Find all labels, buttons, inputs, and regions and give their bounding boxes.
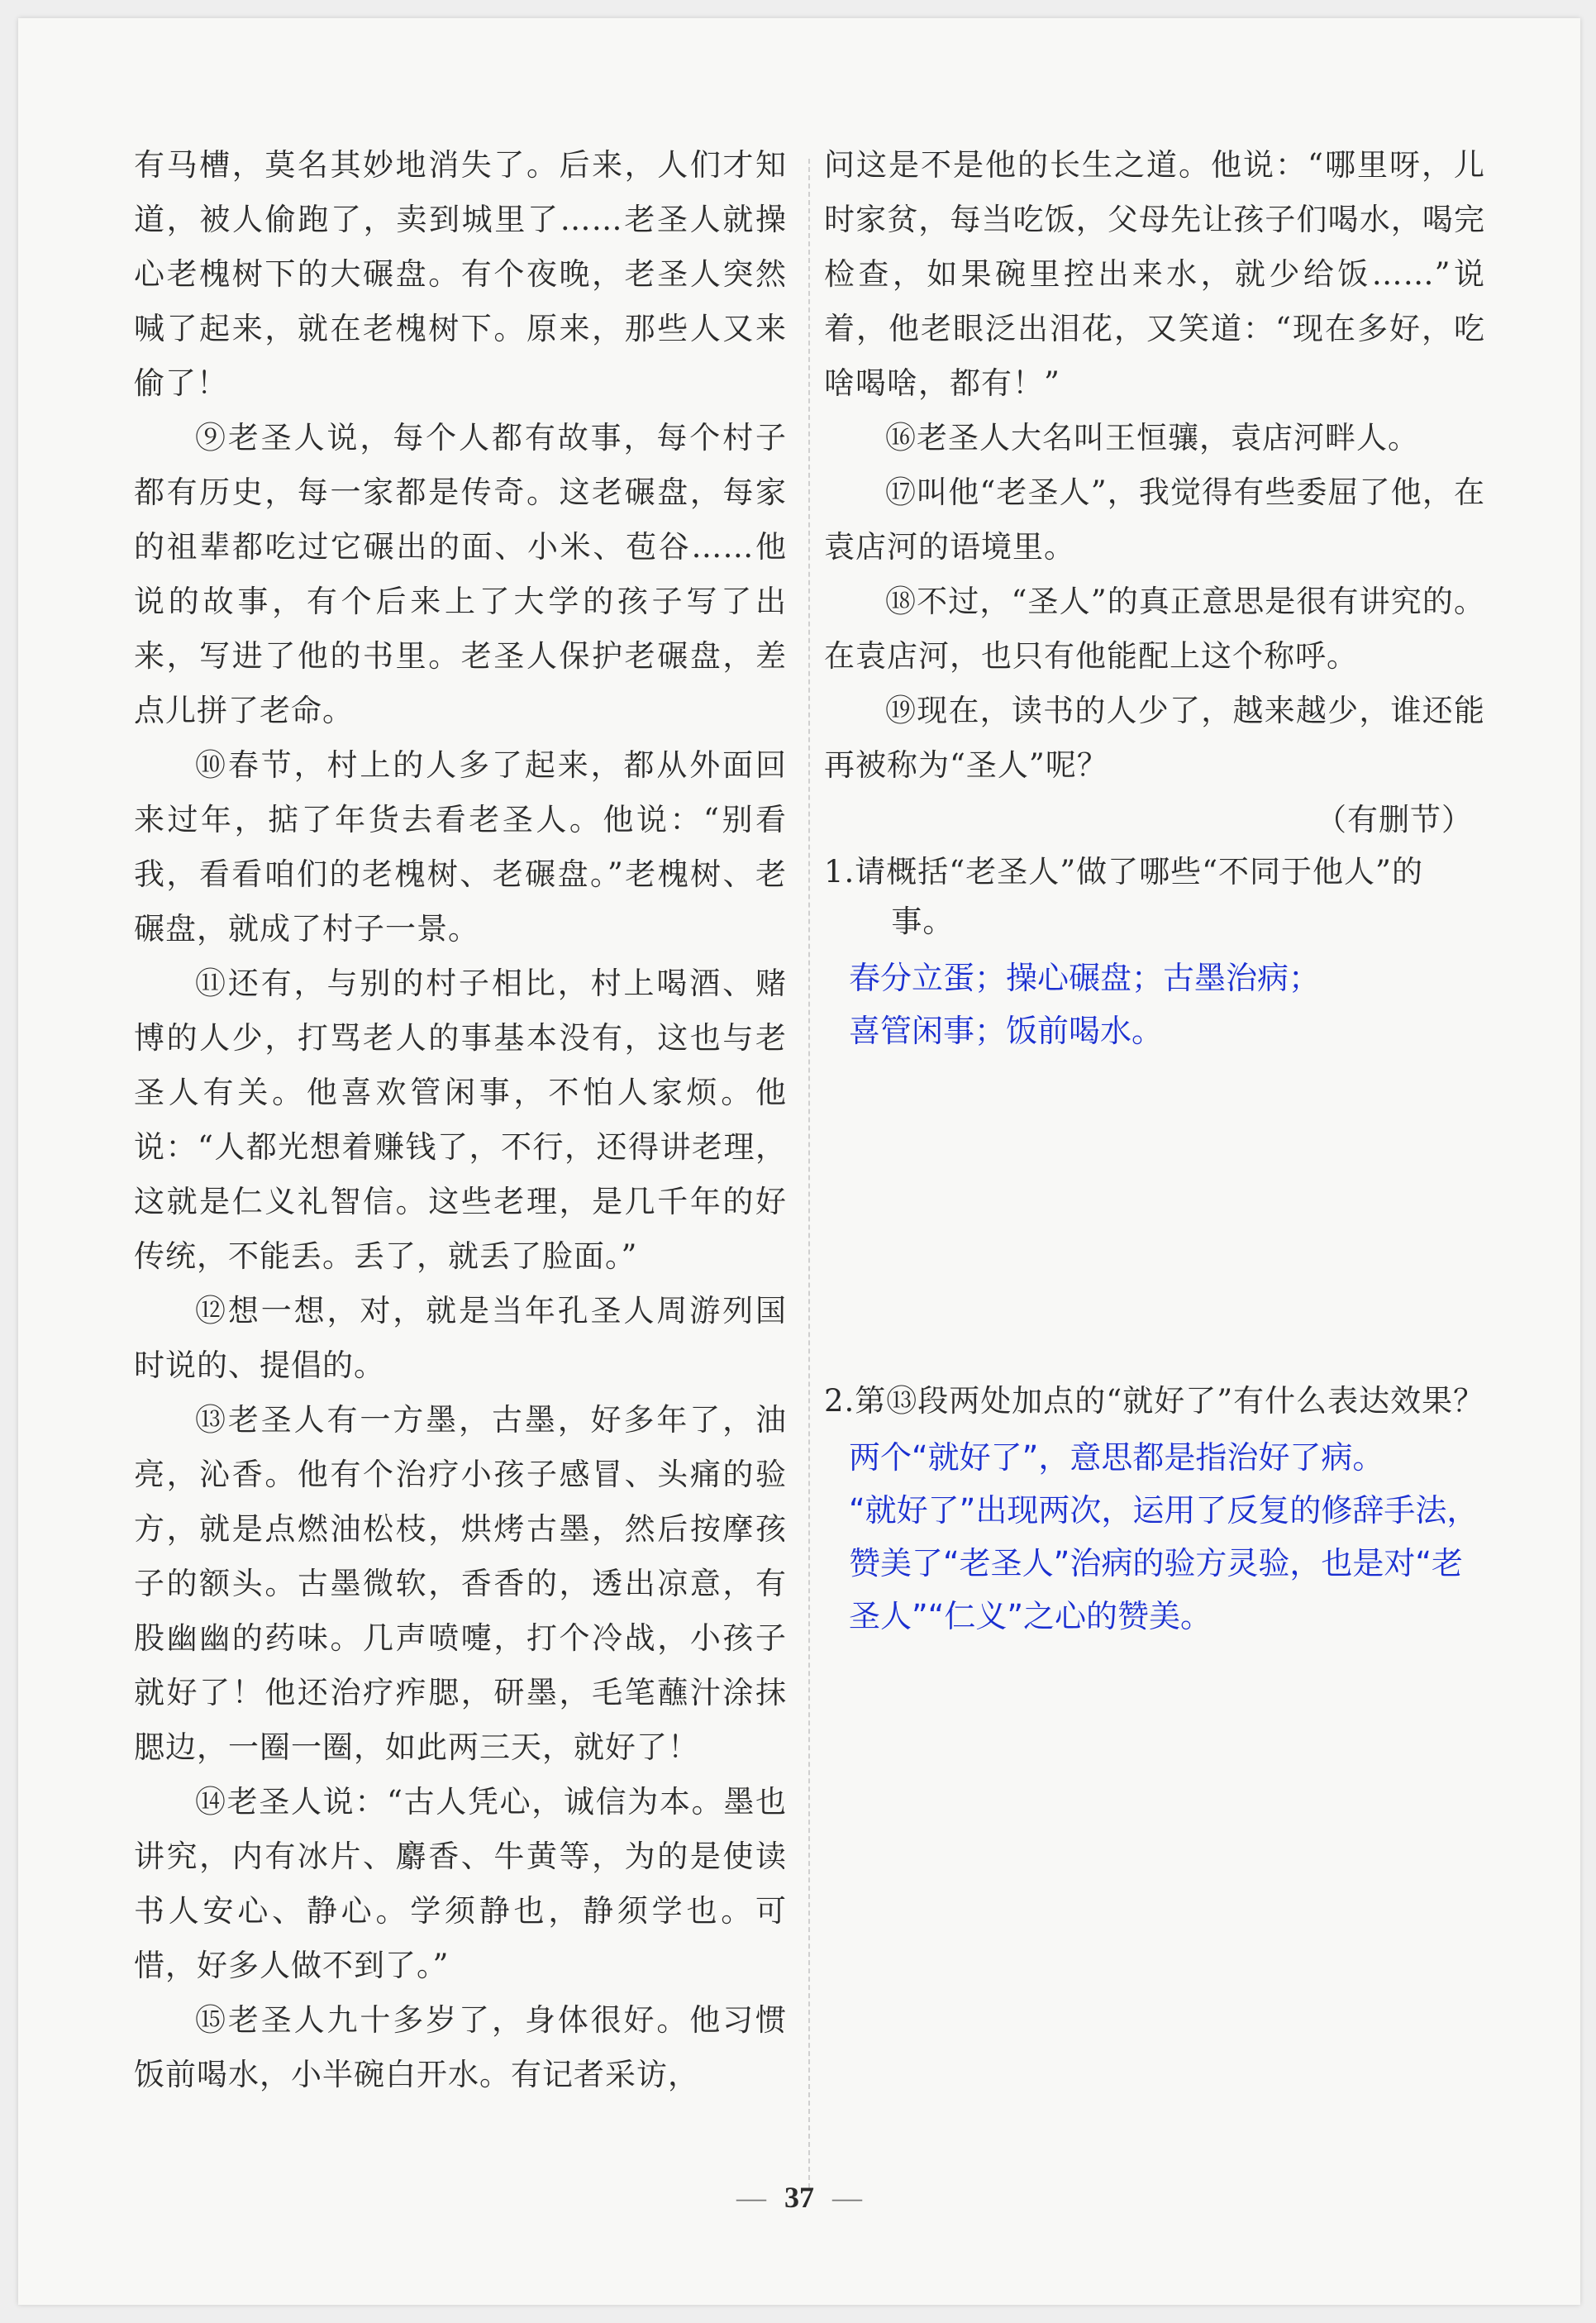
page-number-value: 37 (784, 2181, 814, 2214)
paragraph: 有马槽，莫名其妙地消失了。后来，人们才知道，被人偷跑了，卖到城里了……老圣人就操心老槐树下的大碾盘。有个夜晚，老圣人突然喊了起来，就在老槐树下。原来，那些人又来偷了！ (134, 147, 787, 401)
question-text: 2.第⑬段两处加点的“就好了”有什么表达效果？ (824, 1383, 1485, 1419)
paragraph-9: ⑨老圣人说，每个人都有故事，每个村子都有历史，每一家都是传奇。这老碾盘，每家的祖辈都吃过它碾出的面、小米、苞谷……他说的故事，有个后来上了大学的孩子写了出来，写进了他的书里。老圣人保护老碾盘，差点儿拼了老命。 (134, 420, 787, 728)
paragraph-15: ⑮老圣人九十多岁了，身体很好。他习惯饭前喝水，小半碗白开水。有记者采访， (134, 2002, 787, 2092)
handwritten-answer (849, 1431, 1485, 1643)
question-text: 1.请概括“老圣人”做了哪些“不同于他人”的事。 (824, 854, 1423, 939)
answer-line: 春分立蛋；操心碾盘；古墨治病； (849, 960, 1321, 996)
source-note: （有删节） (1316, 802, 1473, 837)
answer-line: “就好了”出现两次，运用了反复的修辞手法，赞美了“老圣人”治病的验方灵验，也是对“老圣人”“仁义”之心的赞美。 (849, 1492, 1479, 1634)
paragraph-19: ⑲现在，读书的人少了，越来越少，谁还能再被称为“圣人”呢？ (824, 693, 1485, 783)
textbook-page (18, 18, 1580, 2305)
paragraph-12: ⑫想一想，对，就是当年孔圣人周游列国时说的、提倡的。 (134, 1293, 787, 1383)
paragraph-17: ⑰叫他“老圣人”，我觉得有些委屈了他，在袁店河的语境里。 (824, 475, 1485, 565)
page-number (18, 2180, 1580, 2215)
paragraph-13: ⑬老圣人有一方墨，古墨，好多年了，油亮，沁香。他有个治疗小孩子感冒、头痛的验方，就是点燃油松枝，烘烤古墨，然后按摩孩子的额头。古墨微软，香香的，透出凉意，有股幽幽的药味。几声喷嚏，打个冷战，小孩子就好了！他还治疗痄腮，研墨，毛笔蘸汁涂抹腮边，一圈一圈，如此两三天，就好了！ (134, 1402, 787, 1765)
question-1 (824, 847, 1485, 1371)
right-column (824, 138, 1485, 1643)
paragraph-10: ⑩春节，村上的人多了起来，都从外面回来过年，掂了年货去看老圣人。他说：“别看我，看看咱们的老槐树、老碾盘。”老槐树、老碾盘，就成了村子一景。 (134, 747, 787, 947)
paragraph-18: ⑱不过，“圣人”的真正意思是很有讲究的。在袁店河，也只有他能配上这个称呼。 (824, 584, 1485, 674)
page-number-dash: — (832, 2181, 862, 2214)
paragraph-16: ⑯老圣人大名叫王恒骧，袁店河畔人。 (885, 420, 1419, 456)
paragraph: 问这是不是他的长生之道。他说：“哪里呀，儿时家贫，每当吃饭，父母先让孩子们喝水，喝完检查，如果碗里控出来水，就少给饭……”说着，他老眼泛出泪花，又笑道：“现在多好，吃啥喝啥，都有！” (824, 147, 1485, 401)
page-number-dash: — (736, 2181, 766, 2214)
handwritten-answer (849, 952, 1485, 1057)
paragraph-11: ⑪还有，与别的村子相比，村上喝酒、赌博的人少，打骂老人的事基本没有，这也与老圣人有关。他喜欢管闲事，不怕人家烦。他说：“人都光想着赚钱了，不行，还得讲老理，这就是仁义礼智信。这些老理，是几千年的好传统，不能丢。丢了，就丢了脸面。” (134, 966, 787, 1274)
column-divider (808, 159, 810, 2188)
answer-line: 两个“就好了”，意思都是指治好了病。 (849, 1439, 1384, 1476)
question-2 (824, 1376, 1485, 1643)
answer-line: 喜管闲事；饭前喝水。 (849, 1013, 1164, 1049)
left-column (134, 138, 787, 2102)
paragraph-14: ⑭老圣人说：“古人凭心，诚信为本。墨也讲究，内有冰片、麝香、牛黄等，为的是使读书人安心、静心。学须静也，静须学也。可惜，好多人做不到了。” (134, 1784, 787, 1983)
answer-space (824, 1057, 1485, 1371)
